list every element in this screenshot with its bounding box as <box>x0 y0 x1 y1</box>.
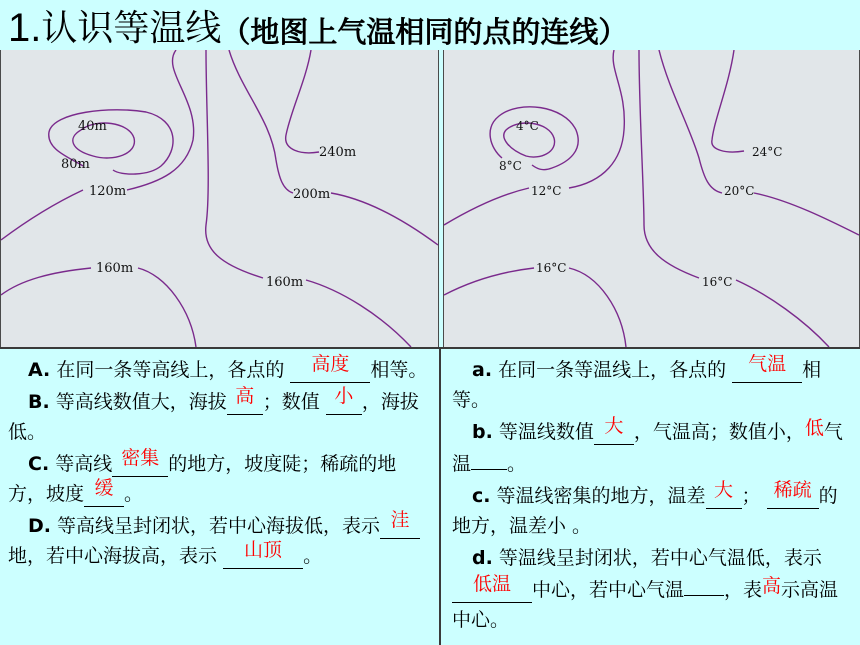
isotherm-line-12 <box>444 50 624 225</box>
contour-line-120 <box>1 50 194 240</box>
note-a: A. 在同一条等高线上，各点的 高度 相等。 <box>28 353 428 381</box>
page-title <box>8 0 858 50</box>
answer-blank[interactable]: 山顶 <box>223 546 303 569</box>
isotherm-notes <box>452 355 854 637</box>
answer-blank[interactable] <box>471 447 507 470</box>
title-main: 认识等温线 <box>41 8 222 49</box>
answer-blank[interactable]: 小 <box>326 392 362 415</box>
isotherm-map <box>443 50 860 347</box>
isotherm-label-16-a: 16°C <box>536 261 567 275</box>
contour-label-160-a: 160m <box>96 261 134 276</box>
note-c: c. 等温线密集的地方，温差 大 ； 稀疏 的地方，温差小 。 <box>452 479 838 537</box>
title-subtitle: （地图上气温相同的点的连线） <box>221 15 628 49</box>
answer-blank[interactable]: 大 <box>706 486 742 509</box>
answer-blank[interactable]: 大 <box>594 422 634 445</box>
contour-label-80: 80m <box>61 157 90 172</box>
answer-blank[interactable]: 缓 <box>84 484 124 507</box>
isotherm-line-24 <box>712 50 744 152</box>
answer-blank[interactable]: 洼 <box>380 516 420 539</box>
note-c: C. 等高线 密集 的地方，坡度陡；稀疏的地方，坡度 缓 。 <box>8 447 397 505</box>
isotherm-label-8: 8°C <box>499 159 522 173</box>
note-d: D. 等高线呈封闭状，若中心海拔低，表示 洼地，若中心海拔高，表示 山顶 。 <box>8 511 432 571</box>
contour-label-200: 200m <box>293 187 331 202</box>
isotherm-label-20: 20°C <box>724 184 755 198</box>
contour-label-40: 40m <box>78 119 107 134</box>
note-b: B. 等高线数值大，海拔 高 ；数值 小 ，海拔低。 <box>8 385 419 443</box>
contour-map <box>0 50 439 347</box>
contour-notes <box>8 355 432 573</box>
note-b: b. 等温线数值 大 ，气温高；数值小，低气温 。 <box>452 415 843 475</box>
isotherm-label-16-b: 16°C <box>702 275 733 289</box>
answer-blank[interactable]: 低温 <box>452 580 532 603</box>
answer-blank[interactable]: 高 <box>227 392 263 415</box>
contour-line-240 <box>286 50 319 153</box>
isotherm-line-16-a <box>639 50 829 347</box>
contour-label-160-b: 160m <box>266 275 304 290</box>
contour-line-160-b <box>1 268 196 347</box>
answer-blank[interactable]: 稀疏 <box>767 486 819 509</box>
note-a: a. 在同一条等温线上，各点的 气温 相等。 <box>452 353 822 411</box>
answer-blank[interactable]: 密集 <box>112 454 168 477</box>
answer-blank[interactable]: 高度 <box>290 360 370 383</box>
divider-vertical <box>439 347 441 645</box>
isotherm-label-12: 12°C <box>531 184 562 198</box>
contour-label-120: 120m <box>89 184 127 199</box>
title-number: 1. <box>8 6 42 50</box>
answer-blank[interactable]: 气温 <box>732 360 802 383</box>
note-d: d. 等温线呈封闭状，若中心气温低，表示低温 中心，若中心气温 ，表高示高温中心。 <box>452 547 839 631</box>
isotherm-label-4: 4°C <box>516 119 539 133</box>
answer-blank[interactable] <box>684 573 724 596</box>
isotherm-line-20 <box>659 50 859 235</box>
divider-horizontal <box>0 347 860 349</box>
isotherm-label-24: 24°C <box>752 145 783 159</box>
isotherm-line-16-b <box>444 268 626 347</box>
contour-label-240: 240m <box>319 145 357 160</box>
